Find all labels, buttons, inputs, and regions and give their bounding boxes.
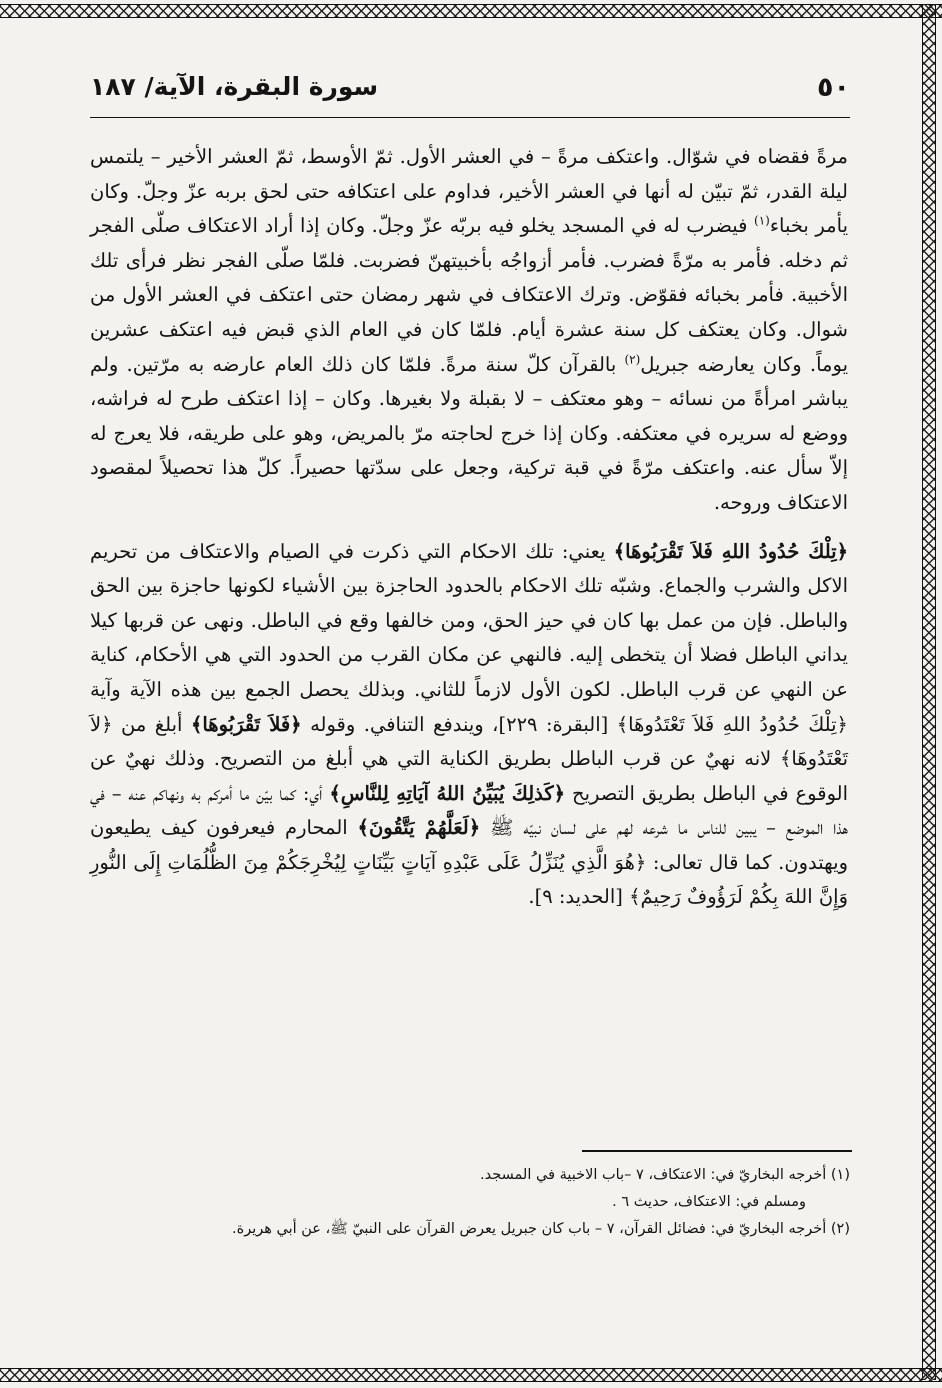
header-rule <box>90 117 850 118</box>
ornamental-border-bottom <box>0 1368 942 1382</box>
footnotes <box>90 1162 850 1243</box>
footnote-1: (١) أخرجه البخاريّ في: الاعتكاف، ٧ –باب الاخبية في المسجد. <box>480 1167 850 1183</box>
paragraph-1-text-b: فيضرب له في المسجد يخلو فيه بربّه عزّ وجلّ. وكان إذا أراد الاعتكاف صلّى الفجر ثم دخله. فأمر به مرّةً فضرب. فأمر أزواجُه بأخبيتهنّ فضربت. فلمّا صلّى الفجر نظر فرأى تلك الأخبية. فأمر بخبائه فقوّض. وترك الاعتكاف في شهر رمضان حتى اعتكف في العشر الأول من شوال. وكان يعتكف كل سنة عشرة أيام. فلمّا كان في العام الذي قبض فيه اعتكف عشرين يوماً. وكان يعارضه جبريل <box>90 214 848 376</box>
quran-verse-2: ﴿تِلْكَ حُدُودُ اللهِ فَلاَ تَعْتَدُوهَا﴾ <box>616 712 848 736</box>
page-number: ٥٠ <box>817 72 850 103</box>
quran-verse-3: ﴿فَلاَ تَقْرَبُوهَا﴾ <box>190 712 302 736</box>
footnote-1-continuation: ومسلم في: الاعتكاف، حديث ٦ . <box>612 1194 806 1210</box>
paragraph-2-text-d: أي: كما بيّن ما أمركم به ونهاكم عنه – في هذا الموضع – يبين للناس ما شرعه لهم على لسان نبيّه ﷺ <box>90 781 849 840</box>
footnote-2: (٢) أخرجه البخاريّ في: فضائل القرآن، ٧ – باب كان جبريل يعرض القرآن على النبيّ ﷺ، عن أبي هريرة. <box>231 1221 850 1237</box>
ornamental-border-top <box>0 4 942 18</box>
ornamental-border-right <box>922 4 936 1380</box>
footnote-marker-2: (٢) <box>624 352 641 367</box>
paragraph-2 <box>90 535 848 916</box>
footnote-marker-1: (١) <box>754 213 770 228</box>
main-text <box>90 140 848 915</box>
paragraph-2-text-e: المحارم فيعرفون كيف يطيعون ويهتدون. كما قال تعالى: <box>90 816 849 874</box>
footnote-rule <box>582 1150 852 1152</box>
paragraph-1-text-c: بالقرآن كلّ سنة مرةً. فلمّا كان ذلك العام عارضه به مرّتين. ولم يباشر امرأةً من نسائه – وهو معتكف – لا بقبلة ولا بغيرها. وكان – إذا اعتكف طرح له فراشه، ووضع له سريره في معتكفه. وكان إذا خرج لحاجته مرّ بالمريض، وهو على طريقه، فلا يعرج له إلاّ سأل عنه. واعتكف مرّةً في قبة تركية، وجعل على سدّتها حصيراً. كلّ هذا تحصيلاً لمقصود الاعتكاف وروحه. <box>90 352 848 514</box>
paragraph-2-text-b: أبلغ من <box>112 712 191 736</box>
paragraph-2-text-c: لانه نهيٌ عن قرب الباطل بطريق الكناية التي هي أبلغ من التصريح. وذلك نهيٌ عن الوقوع في الباطل بطريق التصريح <box>90 747 849 805</box>
quran-verse-6: ﴿لَعَلَّهُمْ يَتَّقُونَ﴾ <box>357 816 481 840</box>
verse-reference-1: [البقرة: ٢٢٩]، ويندفع التنافي. وقوله <box>301 712 617 736</box>
verse-reference-2: [الحديد: ٩]. <box>528 885 630 909</box>
paragraph-1-text-a: مرةً فقضاه في شوّال. واعتكف مرةً – في العشر الأول. ثمّ الأوسط، ثمّ العشر الأخير – يلتمس ليلة القدر، ثمّ تبيّن له أنها في العشر الأخير، فداوم على اعتكافه حتى لحق بربه عزّ وجلّ. وكان يأمر بخباء <box>90 145 849 238</box>
quran-verse-4: ﴿لاَ تَعْتَدُوهَا﴾ <box>90 712 848 771</box>
quran-verse-5: ﴿كَذلِكَ يُبَيِّنُ اللهُ آيَاتِهِ لِلنَّاسِ﴾ <box>329 781 566 805</box>
page-header <box>90 66 850 114</box>
running-title: سورة البقرة، الآية/ ١٨٧ <box>90 72 379 101</box>
quran-verse-7: ﴿هُوَ الَّذِي يُنَزِّلُ عَلَى عَبْدِهِ آيَاتٍ بَيِّنَاتٍ لِيُخْرِجَكُمْ مِنَ الظُّلُمَاتِ إِلَى النُّورِ وَإِنَّ اللهَ بِكُمْ لَرَؤُوفٌ رَحِيمٌ﴾ <box>90 850 848 909</box>
paragraph-2-text-a: يعني: تلك الاحكام التي ذكرت في الصيام والاعتكاف من تحريم الاكل والشرب والجماع. وشبّه تلك الاحكام بالحدود الحاجزة بين الأشياء لكونها حاجزة بين الحق والباطل. فإن من عمل بها كان في حيز الحق، ومن خالفها وقع في الباطل. ونهى عن قربها كيلا يداني الباطل فضلا أن يتخطى إليه. فالنهي عن مكان القرب من الحدود التي هي الأحكام، كناية عن النهي عن قرب الباطل. لكون الأول لازماً للثاني. وبذلك يحصل الجمع بين هذه الآية وآية <box>90 539 848 701</box>
paragraph-1 <box>90 140 848 521</box>
quran-verse-1: ﴿تِلْكَ حُدُودُ اللهِ فَلاَ تَقْرَبُوهَا﴾ <box>613 539 848 563</box>
